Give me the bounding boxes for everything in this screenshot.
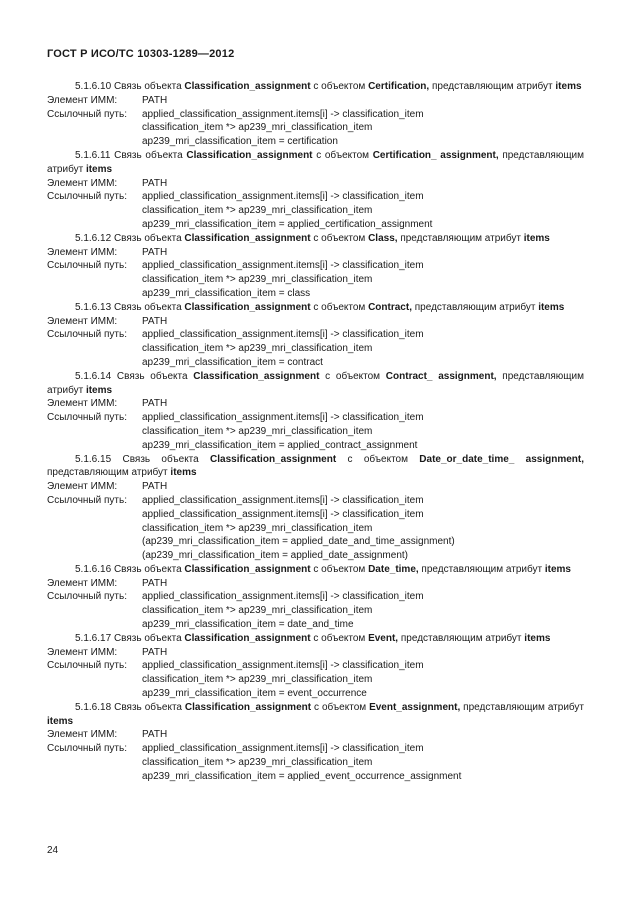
section-number: 5.1.6.10 <box>75 81 112 92</box>
attribute-name: items <box>170 467 197 479</box>
entity-name: Classification_assignment <box>184 701 312 713</box>
section-heading <box>47 632 584 646</box>
text: Связь объекта <box>116 370 194 382</box>
entity-name: Classification_assignment <box>193 370 320 382</box>
attribute-name: items <box>85 384 113 396</box>
entity-name: Classification_assignment <box>184 81 311 92</box>
ref-path-row <box>47 190 584 204</box>
section-heading <box>47 563 584 577</box>
attribute-name: items <box>523 232 550 244</box>
text: представляющим атрибут <box>47 370 584 396</box>
section-number: 5.1.6.14 <box>75 370 112 382</box>
ref-path-line: applied_classification_assignment.items[i] -> classification_item <box>142 260 424 272</box>
section-heading <box>47 453 584 481</box>
element-value: PATH <box>142 315 168 327</box>
text: с объектом <box>312 149 373 161</box>
section-5-1-6-11 <box>47 149 584 232</box>
section-number: 5.1.6.13 <box>75 301 112 313</box>
attribute-name: items <box>85 163 113 175</box>
ref-path-line: classification_item *> ap239_mri_classification_item <box>142 343 373 355</box>
section-heading <box>47 701 584 729</box>
text: с объектом <box>336 453 420 465</box>
ref-path-line: ap239_mri_classification_item = contract <box>142 356 323 368</box>
section-heading <box>47 301 584 315</box>
ref-path-label: Ссылочный путь: <box>47 660 127 672</box>
element-label: Элемент ИММ: <box>47 94 118 106</box>
ref-path-label: Ссылочный путь: <box>47 743 127 755</box>
ref-path-line: applied_classification_assignment.items[i] -> classification_item <box>142 108 424 120</box>
element-row <box>47 646 584 660</box>
element-row <box>47 728 584 742</box>
ref-path-line: classification_item *> ap239_mri_classification_item <box>142 122 373 134</box>
entity-name: Contract_ assignment, <box>385 370 497 382</box>
element-value: PATH <box>142 577 168 589</box>
section-heading <box>47 149 584 177</box>
ref-path-row <box>47 494 584 508</box>
text: Связь объекта <box>113 563 185 575</box>
element-value: PATH <box>142 729 168 741</box>
text: Связь объекта <box>114 701 185 713</box>
section-5-1-6-12 <box>47 232 584 301</box>
entity-name: Classification_assignment <box>184 232 311 244</box>
entity-name: Event, <box>368 632 399 644</box>
text: с объектом <box>311 701 370 713</box>
element-label: Элемент ИММ: <box>47 177 118 189</box>
ref-path-line: ap239_mri_classification_item = applied_event_occurrence_assignment <box>142 770 462 782</box>
text: представляющим атрибут <box>397 232 524 244</box>
element-row <box>47 177 584 191</box>
text: представляющим атрибут <box>398 632 525 644</box>
section-5-1-6-16 <box>47 563 584 632</box>
entity-name: Certification_ assignment, <box>372 149 499 161</box>
document-header: ГОСТ Р ИСО/ТС 10303-1289—2012 <box>47 48 235 60</box>
entity-name: Contract, <box>368 301 412 313</box>
ref-path-line: applied_classification_assignment.items[i] -> classification_item <box>142 412 424 424</box>
ref-path-row <box>47 411 584 425</box>
ref-path-label: Ссылочный путь: <box>47 591 127 603</box>
element-label: Элемент ИММ: <box>47 577 118 589</box>
ref-path-line: classification_item *> ap239_mri_classification_item <box>142 605 373 617</box>
attribute-name: items <box>524 632 551 644</box>
ref-path-line: ap239_mri_classification_item = date_and_time <box>142 619 354 631</box>
section-heading <box>47 232 584 246</box>
element-value: PATH <box>142 481 168 493</box>
ref-path-line: applied_classification_assignment.items[i] -> classification_item <box>142 743 424 755</box>
ref-path-row <box>47 659 584 673</box>
text: с объектом <box>310 232 369 244</box>
text: представляющим атрибут <box>429 81 556 92</box>
ref-path-row <box>47 590 584 604</box>
ref-path-row <box>47 259 584 273</box>
section-5-1-6-14 <box>47 370 584 453</box>
element-label: Элемент ИММ: <box>47 398 118 410</box>
attribute-name: items <box>538 301 565 313</box>
text: с объектом <box>310 301 369 313</box>
text: представляющим атрибут <box>460 701 584 713</box>
ref-path-line: classification_item *> ap239_mri_classification_item <box>142 522 373 534</box>
ref-path-row <box>47 328 584 342</box>
ref-path-label: Ссылочный путь: <box>47 329 127 341</box>
ref-path-line: (ap239_mri_classification_item = applied_date_and_time_assignment) <box>142 536 455 548</box>
document-body <box>47 80 584 784</box>
text: представляющим атрибут <box>47 467 171 479</box>
ref-path-label: Ссылочный путь: <box>47 412 127 424</box>
text: Связь объекта <box>113 632 185 644</box>
ref-path-line: applied_classification_assignment.items[i] -> classification_item <box>142 508 424 520</box>
text: представляющим атрибут <box>418 563 545 575</box>
text: Связь объекта <box>113 81 185 92</box>
attribute-name: items <box>555 81 582 92</box>
element-row <box>47 577 584 591</box>
element-row <box>47 315 584 329</box>
entity-name: Classification_assignment <box>184 563 311 575</box>
element-row <box>47 480 584 494</box>
entity-name: Date_or_date_time_ assignment, <box>419 453 585 465</box>
ref-path-label: Ссылочный путь: <box>47 108 127 120</box>
entity-name: Certification, <box>368 81 430 92</box>
entity-name: Class, <box>368 232 398 244</box>
entity-name: Classification_assignment <box>186 149 313 161</box>
element-value: PATH <box>142 398 168 410</box>
ref-path-line: applied_classification_assignment.items[i] -> classification_item <box>142 660 424 672</box>
ref-path-line: classification_item *> ap239_mri_classification_item <box>142 274 373 286</box>
section-heading <box>47 370 584 398</box>
ref-path-line: ap239_mri_classification_item = event_occurrence <box>142 688 367 700</box>
text: с объектом <box>319 370 386 382</box>
entity-name: Classification_assignment <box>210 453 337 465</box>
element-value: PATH <box>142 177 168 189</box>
ref-path-line: classification_item *> ap239_mri_classification_item <box>142 425 373 437</box>
attribute-name: items <box>544 563 571 575</box>
element-row <box>47 94 584 108</box>
page-number: 24 <box>47 845 59 856</box>
text <box>111 454 122 465</box>
ref-path-row <box>47 108 584 122</box>
element-row <box>47 397 584 411</box>
ref-path-label: Ссылочный путь: <box>47 191 127 203</box>
ref-path-line: ap239_mri_classification_item = class <box>142 287 311 299</box>
ref-path-line: applied_classification_assignment.items[i] -> classification_item <box>142 329 424 341</box>
section-heading <box>47 80 584 94</box>
element-label: Элемент ИММ: <box>47 729 118 741</box>
ref-path-line: applied_classification_assignment.items[i] -> classification_item <box>142 591 424 603</box>
section-number: 5.1.6.16 <box>75 563 112 575</box>
ref-path-line: ap239_mri_classification_item = applied_contract_assignment <box>142 439 418 451</box>
element-value: PATH <box>142 246 168 258</box>
section-5-1-6-10 <box>47 80 584 149</box>
ref-path-line: classification_item *> ap239_mri_classification_item <box>142 205 373 217</box>
text: с объектом <box>310 81 369 92</box>
ref-path-label: Ссылочный путь: <box>47 260 127 272</box>
text: с объектом <box>310 563 369 575</box>
element-value: PATH <box>142 646 168 658</box>
text: Связь объекта <box>113 301 185 313</box>
text: Связь объекта <box>113 232 185 244</box>
ref-path-line: ap239_mri_classification_item = certification <box>142 136 338 148</box>
text: представляющим атрибут <box>47 149 585 175</box>
ref-path-line: (ap239_mri_classification_item = applied_date_assignment) <box>142 550 408 562</box>
ref-path-line: classification_item *> ap239_mri_classification_item <box>142 757 373 769</box>
element-label: Элемент ИММ: <box>47 646 118 658</box>
entity-name: Event_assignment, <box>369 701 461 713</box>
element-value: PATH <box>142 94 168 106</box>
element-row <box>47 246 584 260</box>
section-5-1-6-17 <box>47 632 584 701</box>
ref-path-label: Ссылочный путь: <box>47 494 127 506</box>
section-number: 5.1.6.15 <box>75 453 112 465</box>
section-5-1-6-13 <box>47 301 584 370</box>
ref-path-line: applied_classification_assignment.items[i] -> classification_item <box>142 494 424 506</box>
ref-path-line: applied_classification_assignment.items[i] -> classification_item <box>142 191 424 203</box>
section-number: 5.1.6.12 <box>75 232 112 244</box>
entity-name: Date_time, <box>368 563 419 575</box>
element-label: Элемент ИММ: <box>47 315 118 327</box>
text: Связь объекта <box>114 149 187 161</box>
section-number: 5.1.6.17 <box>75 632 112 644</box>
section-number: 5.1.6.18 <box>75 701 112 713</box>
ref-path-row <box>47 742 584 756</box>
element-label: Элемент ИММ: <box>47 246 118 258</box>
ref-path-line: classification_item *> ap239_mri_classification_item <box>142 674 373 686</box>
section-5-1-6-15 <box>47 453 584 563</box>
element-label: Элемент ИММ: <box>47 481 118 493</box>
attribute-name: items <box>47 715 74 727</box>
ref-path-line: ap239_mri_classification_item = applied_certification_assignment <box>142 218 433 230</box>
entity-name: Classification_assignment <box>184 301 311 313</box>
text: представляющим атрибут <box>411 301 539 313</box>
text: с объектом <box>310 632 369 644</box>
text: Связь объекта <box>122 453 211 465</box>
section-number: 5.1.6.11 <box>75 149 111 161</box>
section-5-1-6-18 <box>47 701 584 784</box>
entity-name: Classification_assignment <box>184 632 311 644</box>
